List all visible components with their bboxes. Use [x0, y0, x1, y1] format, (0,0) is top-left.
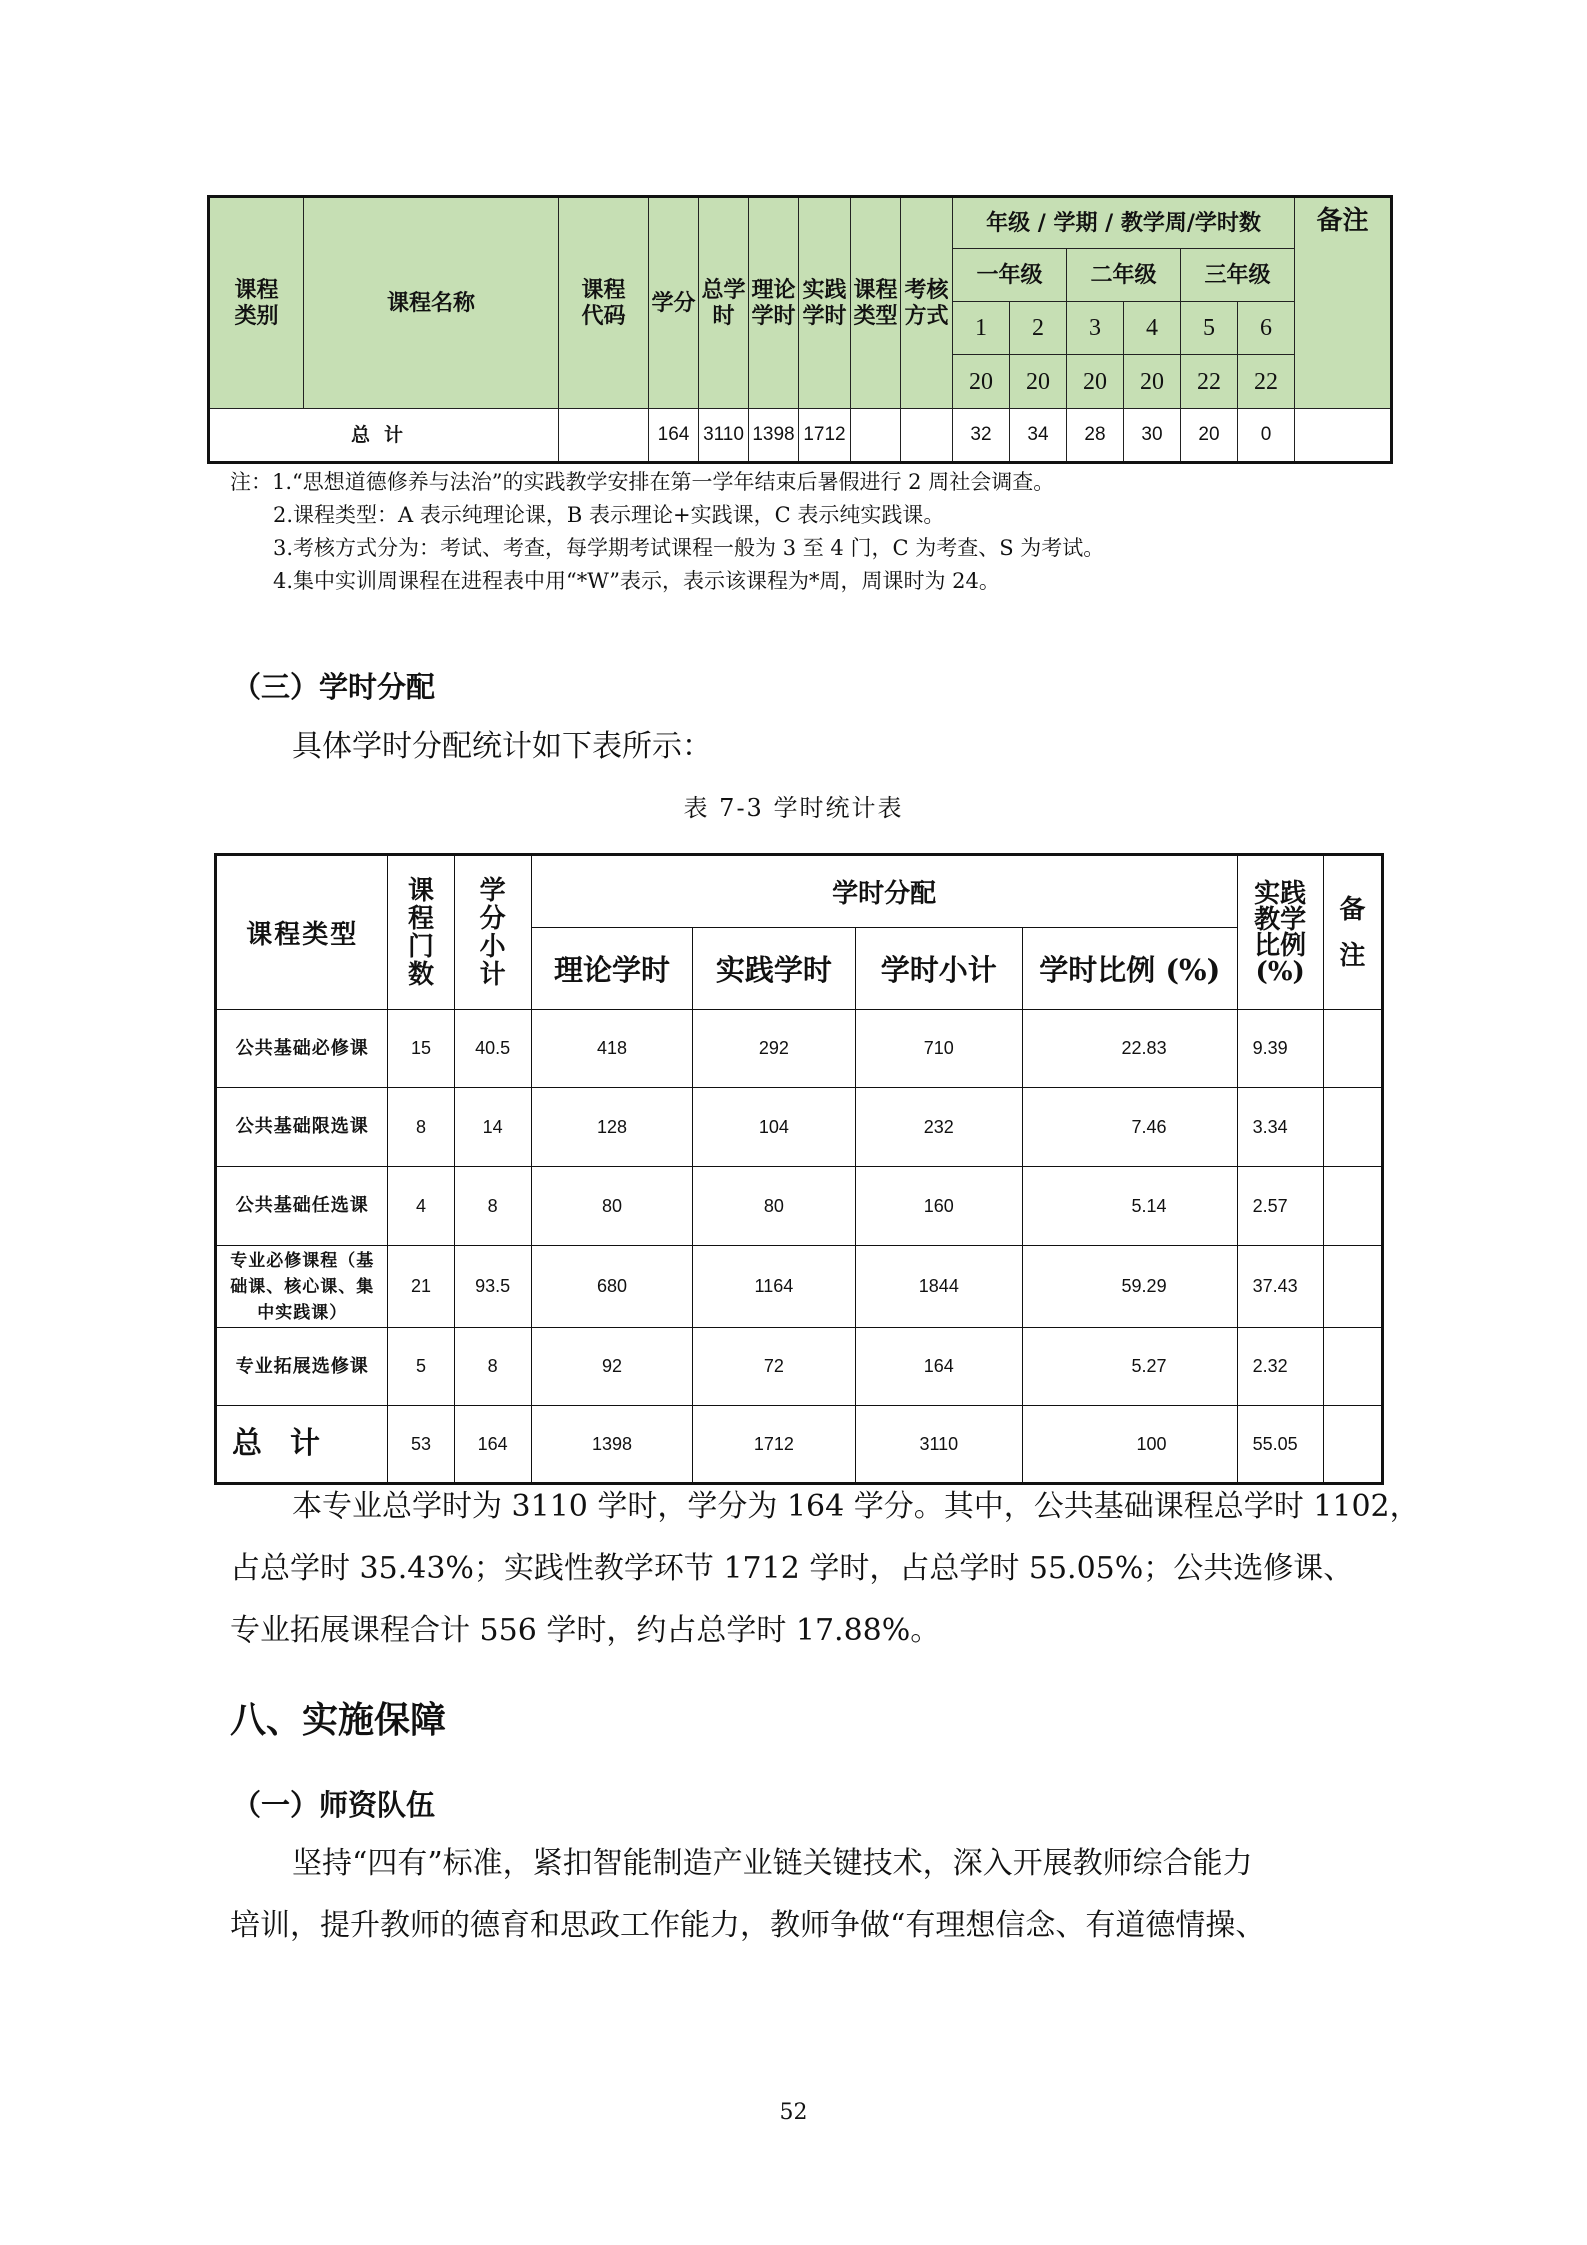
row-subtotal: 710 [855, 1010, 1022, 1088]
row-credits: 40.5 [454, 1010, 531, 1088]
header-credits: 学分小计 [479, 875, 506, 990]
hours-total-row [216, 1406, 1383, 1484]
plan-total-sem4: 30 [1124, 409, 1181, 463]
section-hours-intro: 具体学时分配统计如下表所示： [292, 729, 712, 764]
plan-total-assessment [901, 409, 953, 463]
row-practice: 104 [693, 1088, 855, 1167]
plan-total-sem2: 34 [1010, 409, 1067, 463]
course-plan-table [207, 195, 1393, 464]
faculty-line-1: 坚持“四有”标准，紧扣智能制造产业链关键技术，深入开展教师综合能力 [292, 1846, 1253, 1881]
table-row [216, 1088, 1383, 1167]
plan-total-row [209, 409, 1392, 463]
plan-total-sem5: 20 [1181, 409, 1238, 463]
row-practice: 1164 [693, 1246, 855, 1328]
row-practice-ratio: 3.34 [1237, 1088, 1323, 1167]
summary-line-1: 本专业总学时为 3110 学时，学分为 164 学分。其中，公共基础课程总学时 1102， [292, 1489, 1420, 1524]
total-practice-ratio: 55.05 [1237, 1406, 1323, 1484]
weeks-6: 22 [1238, 355, 1295, 409]
weeks-5: 22 [1181, 355, 1238, 409]
row-practice: 72 [693, 1328, 855, 1406]
header-assessment: 考核方式 [901, 197, 953, 409]
row-remarks [1323, 1167, 1382, 1246]
row-type: 公共基础限选课 [216, 1088, 388, 1167]
header-theory: 理论学时 [531, 928, 692, 1010]
total-credits: 164 [454, 1406, 531, 1484]
row-subtotal: 1844 [855, 1246, 1022, 1328]
semester-3: 3 [1067, 302, 1124, 355]
header-course-type: 课程类型 [851, 197, 901, 409]
summary-line-2: 占总学时 35.43%；实践性教学环节 1712 学时，占总学时 55.05%；公共选修课、 [230, 1551, 1354, 1586]
note-3: 3.考核方式分为：考试、考查，每学期考试课程一般为 3 至 4 门，C 为考查、S 为考试。 [273, 536, 1105, 560]
total-count: 53 [388, 1406, 454, 1484]
row-subtotal: 160 [855, 1167, 1022, 1246]
row-practice-ratio: 2.32 [1237, 1328, 1323, 1406]
note-2: 2.课程类型：A 表示纯理论课，B 表示理论+实践课，C 表示纯实践课。 [273, 503, 945, 527]
row-subtotal: 164 [855, 1328, 1022, 1406]
header-remarks-cell [1323, 855, 1382, 1010]
plan-total-credit: 164 [649, 409, 699, 463]
plan-total-practice: 1712 [799, 409, 851, 463]
plan-total-theory: 1398 [749, 409, 799, 463]
row-theory: 92 [531, 1328, 692, 1406]
row-remarks [1323, 1328, 1382, 1406]
table-caption: 表 7-3 学时统计表 [683, 794, 904, 822]
semester-2: 2 [1010, 302, 1067, 355]
header-theory-hours: 理论学时 [749, 197, 799, 409]
row-ratio: 7.46 [1023, 1088, 1238, 1167]
semester-5: 5 [1181, 302, 1238, 355]
header-year1: 一年级 [953, 249, 1067, 302]
header-year3: 三年级 [1181, 249, 1295, 302]
row-practice-ratio: 9.39 [1237, 1010, 1323, 1088]
table-row [216, 1328, 1383, 1406]
header-remarks-t2: 备注 [1339, 894, 1366, 971]
semester-1: 1 [953, 302, 1010, 355]
header-credit: 学分 [649, 197, 699, 409]
header-practice: 实践学时 [693, 928, 855, 1010]
summary-paragraph [230, 1476, 1420, 1662]
plan-total-sem3: 28 [1067, 409, 1124, 463]
row-count: 5 [388, 1328, 454, 1406]
row-credits: 14 [454, 1088, 531, 1167]
faculty-line-2: 培训，提升教师的德育和思政工作能力，教师争做“有理想信念、有道德情操、 [230, 1908, 1266, 1943]
row-ratio: 5.27 [1023, 1328, 1238, 1406]
weeks-3: 20 [1067, 355, 1124, 409]
row-type: 专业拓展选修课 [216, 1328, 388, 1406]
table-row [216, 1010, 1383, 1088]
table-row [216, 1167, 1383, 1246]
row-ratio: 59.29 [1023, 1246, 1238, 1328]
row-type: 公共基础必修课 [216, 1010, 388, 1088]
plan-total-sem1: 32 [953, 409, 1010, 463]
row-ratio: 22.83 [1023, 1010, 1238, 1088]
table-notes [230, 466, 1104, 598]
row-theory: 418 [531, 1010, 692, 1088]
total-theory: 1398 [531, 1406, 692, 1484]
row-theory: 680 [531, 1246, 692, 1328]
row-ratio: 5.14 [1023, 1167, 1238, 1246]
weeks-2: 20 [1010, 355, 1067, 409]
header-count-cell [388, 855, 454, 1010]
row-subtotal: 232 [855, 1088, 1022, 1167]
header-year2: 二年级 [1067, 249, 1181, 302]
header-credits-cell [454, 855, 531, 1010]
plan-total-sem6: 0 [1238, 409, 1295, 463]
table-row [216, 1246, 1383, 1328]
page-number: 52 [779, 2100, 808, 2125]
total-ratio: 100 [1023, 1406, 1238, 1484]
semester-6: 6 [1238, 302, 1295, 355]
section-hours-heading: （三）学时分配 [232, 670, 436, 704]
row-practice: 292 [693, 1010, 855, 1088]
row-remarks [1323, 1246, 1382, 1328]
summary-line-3: 专业拓展课程合计 556 学时，约占总学时 17.88%。 [230, 1613, 941, 1648]
section-8-heading: 八、实施保障 [230, 1700, 447, 1741]
faculty-paragraph [230, 1833, 1265, 1957]
total-subtotal: 3110 [855, 1406, 1022, 1484]
semester-4: 4 [1124, 302, 1181, 355]
row-practice: 80 [693, 1167, 855, 1246]
total-practice: 1712 [693, 1406, 855, 1484]
header-remarks: 备注 [1295, 197, 1392, 409]
row-count: 8 [388, 1088, 454, 1167]
note-4: 4.集中实训周课程在进程表中用“*W”表示，表示该课程为*周，周课时为 24。 [273, 569, 1000, 593]
total-type: 总计 [216, 1406, 388, 1484]
header-course-code: 课程代码 [559, 197, 649, 409]
header-course-name: 课程名称 [304, 197, 559, 409]
plan-total-label: 总计 [209, 409, 559, 463]
header-allocation: 学时分配 [531, 855, 1237, 928]
header-type: 课程类型 [216, 855, 388, 1010]
row-theory: 80 [531, 1167, 692, 1246]
plan-total-hours: 3110 [699, 409, 749, 463]
row-credits: 8 [454, 1167, 531, 1246]
hours-statistics-table [214, 853, 1384, 1485]
row-remarks [1323, 1010, 1382, 1088]
plan-total-code [559, 409, 649, 463]
header-category: 课程类别 [209, 197, 304, 409]
header-practice-hours: 实践学时 [799, 197, 851, 409]
row-credits: 8 [454, 1328, 531, 1406]
row-remarks [1323, 1088, 1382, 1167]
header-count: 课程门数 [408, 875, 435, 990]
row-credits: 93.5 [454, 1246, 531, 1328]
header-practice-ratio: 实践教学比例(%) [1254, 878, 1307, 987]
row-type: 专业必修课程（基础课、核心课、集中实践课） [216, 1246, 388, 1328]
plan-total-remarks [1295, 409, 1392, 463]
weeks-1: 20 [953, 355, 1010, 409]
row-theory: 128 [531, 1088, 692, 1167]
header-total-hours: 总学时 [699, 197, 749, 409]
header-practice-ratio-cell [1237, 855, 1323, 1010]
row-practice-ratio: 2.57 [1237, 1167, 1323, 1246]
header-grade-semester: 年级 / 学期 / 教学周/学时数 [953, 197, 1295, 249]
row-count: 21 [388, 1246, 454, 1328]
plan-total-type [851, 409, 901, 463]
row-count: 15 [388, 1010, 454, 1088]
row-type: 公共基础任选课 [216, 1167, 388, 1246]
row-practice-ratio: 37.43 [1237, 1246, 1323, 1328]
header-ratio: 学时比例 (%) [1023, 928, 1238, 1010]
note-1: 注：1.“思想道德修养与法治”的实践教学安排在第一学年结束后暑假进行 2 周社会调查。 [230, 470, 1055, 494]
weeks-4: 20 [1124, 355, 1181, 409]
total-remarks [1323, 1406, 1382, 1484]
row-count: 4 [388, 1167, 454, 1246]
section-faculty-heading: （一）师资队伍 [232, 1788, 436, 1822]
header-subtotal: 学时小计 [855, 928, 1022, 1010]
